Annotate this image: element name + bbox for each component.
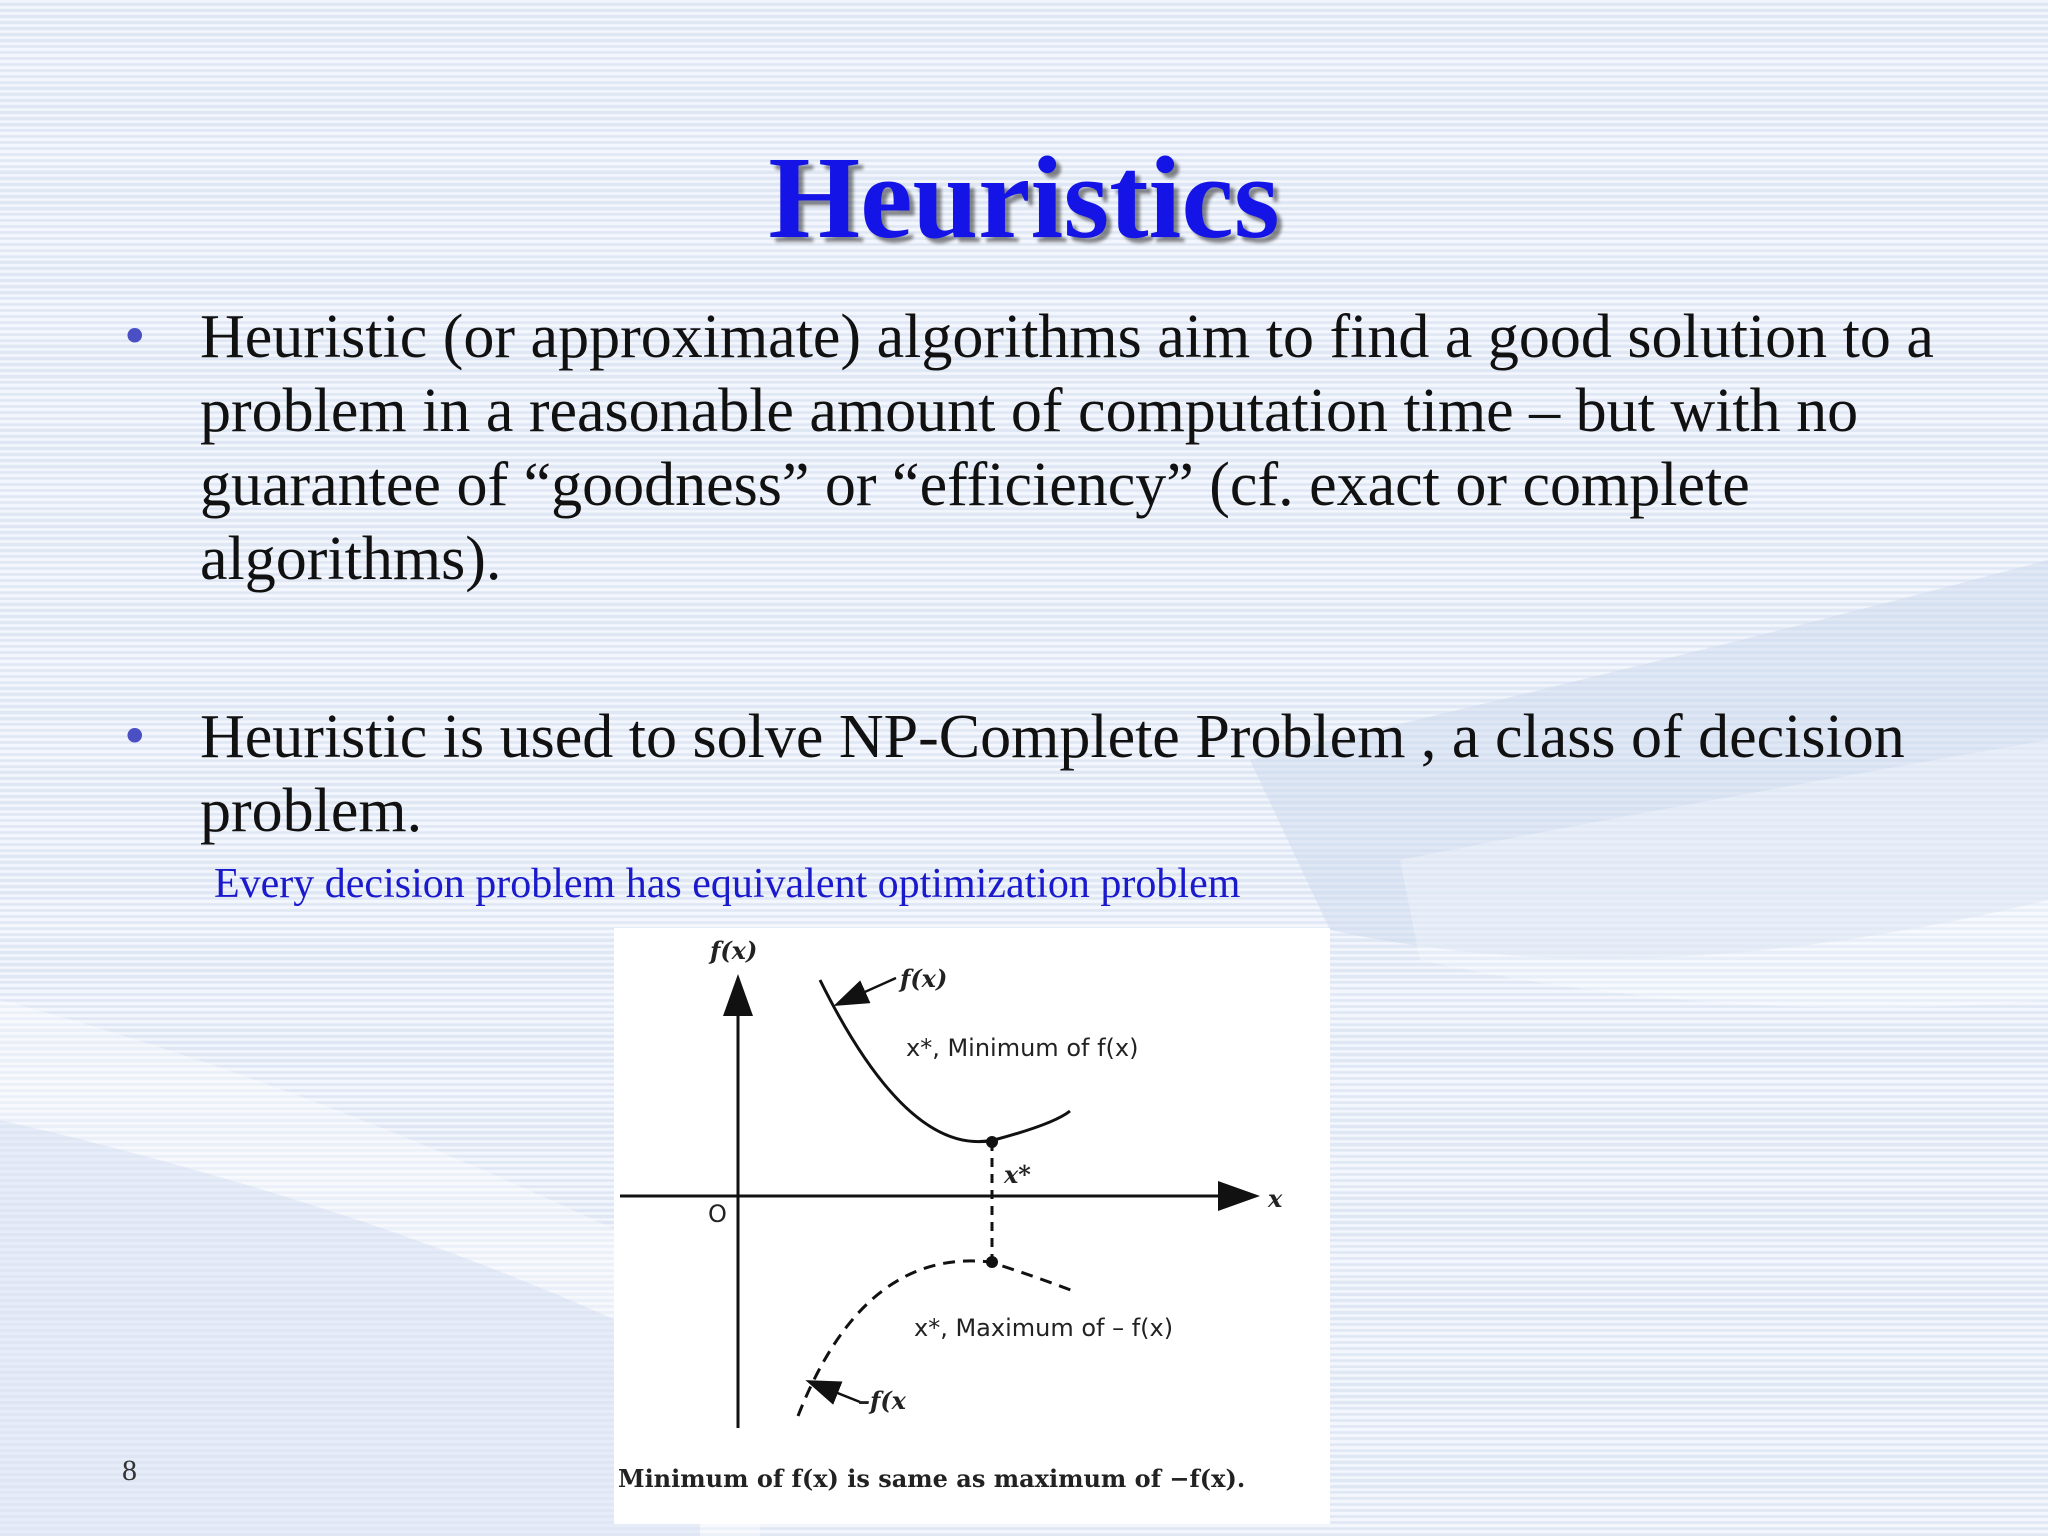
x-axis-label: x [1268,1184,1283,1213]
max-point [986,1256,998,1268]
page-number: 8 [122,1454,137,1487]
min-label: x*, Minimum of f(x) [906,1034,1139,1062]
xstar-label: x* [1004,1160,1031,1189]
curve-label: f(x) [900,964,948,993]
slide-title: Heuristics [768,132,1280,263]
min-point [986,1136,998,1148]
bullet-text-2: Heuristic is used to solve NP-Complete Problem , a class of decision problem. [200,703,1905,845]
subnote: Every decision problem has equivalent optimization problem [214,861,1241,907]
bullet-dot-icon: • [120,308,150,366]
figure-caption: Minimum of f(x) is same as maximum of −f(x). [618,1464,1246,1493]
max-label: x*, Maximum of – f(x) [914,1314,1174,1342]
fx-pointer [838,978,896,1004]
neg-fx-pointer [810,1382,860,1402]
min-max-figure [614,928,1330,1524]
bullet-dot-icon: • [120,708,150,766]
bullet-text-1: Heuristic (or approximate) algorithms aim to find a good solution to a problem in a reasonable amount of computation time – but with no guarantee of “goodness” or “efficiency” (cf. exact or complete algorithms). [200,303,1934,593]
neg-curve-label: –f(x [858,1386,906,1415]
origin-label: O [708,1200,727,1228]
y-axis-label: f(x) [710,936,758,965]
